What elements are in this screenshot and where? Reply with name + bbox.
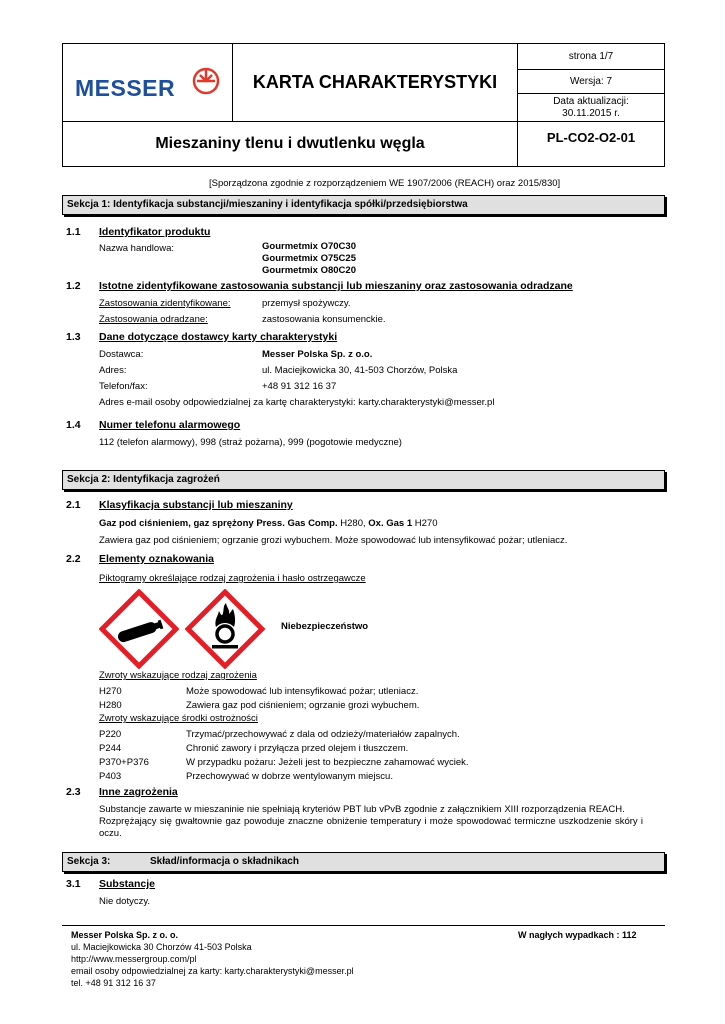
section-1-header: Sekcja 1: Identyfikacja substancji/mieszaniny i identyfikacja spółki/przedsiębiorstwa: [62, 195, 665, 215]
other-hazards-para-1: Substancje zawarte w mieszaninie nie spełniają kryteriów PBT lub vPvB zgodnie z załącznikiem XIII rozporządzenia REACH.: [99, 804, 625, 815]
flame-over-circle-icon: [185, 589, 265, 669]
subsection-title: Klasyfikacja substancji lub mieszaniny: [99, 499, 293, 511]
subsection-number: 1.2: [66, 280, 81, 292]
regulation-note: [Sporządzona zgodnie z rozporządzeniem WE 1907/2006 (REACH) oraz 2015/830]: [209, 178, 561, 189]
uses-advised-label: Zastosowania odradzane:: [99, 314, 208, 325]
phone-value: +48 91 312 16 37: [262, 381, 337, 392]
footer-phone: tel. +48 91 312 16 37: [71, 978, 156, 988]
product-name: Mieszaniny tlenu i dwutlenku węgla: [63, 122, 518, 166]
h-statement-text: Może spowodować lub intensyfikować pożar; utleniacz.: [186, 686, 419, 697]
section-2-header: Sekcja 2: Identyfikacja zagrożeń: [62, 470, 665, 490]
section-3-title: Skład/informacja o składnikach: [150, 856, 299, 867]
subsection-title: Elementy oznakowania: [99, 553, 214, 565]
p-statement-text: Przechowywać w dobrze wentylowanym miejscu.: [186, 771, 393, 782]
subsection-number: 1.4: [66, 419, 81, 431]
subsection-number: 3.1: [66, 878, 81, 890]
p-statements-label: Zwroty wskazujące środki ostrożności: [99, 713, 258, 724]
address-value: ul. Maciejkowicka 30, 41-503 Chorzów, Polska: [262, 365, 458, 376]
subsection-title: Substancje: [99, 878, 156, 890]
update-date: [518, 94, 664, 120]
footer-emergency: W nagłych wypadkach : 112: [518, 930, 637, 940]
address-label: Adres:: [99, 365, 127, 376]
subsection-number: 1.1: [66, 226, 81, 238]
p-statement-code: P403: [99, 771, 122, 782]
supplier-label: Dostawca:: [99, 349, 144, 360]
version: Wersja: 7: [518, 70, 664, 94]
p-statement-text: W przypadku pożaru: Jeżeli jest to bezpieczne zahamować wyciek.: [186, 757, 469, 768]
messer-logo-text: MESSER: [75, 75, 176, 101]
p-statement-code: P220: [99, 729, 122, 740]
class-bold-1: Gaz pod ciśnieniem, gaz sprężony Press. Gas Comp.: [99, 518, 338, 529]
subsection-number: 2.3: [66, 786, 81, 798]
trade-name: Gourmetmix O70C30: [262, 241, 356, 252]
email-line: Adres e-mail osoby odpowiedzialnej za kartę charakterystyki: karty.charakterystyki@messer.pl: [99, 397, 495, 408]
p-statement-text: Trzymać/przechowywać z dala od odzieży/materiałów zapalnych.: [186, 729, 460, 740]
footer-email[interactable]: email osoby odpowiedzialnej za karty: karty.charakterystyki@messer.pl: [71, 966, 354, 976]
footer-company: Messer Polska Sp. z o. o.: [71, 930, 179, 940]
page-number: strona 1/7: [518, 44, 664, 70]
emergency-line: 112 (telefon alarmowy), 998 (straż pożarna), 999 (pogotowie medyczne): [99, 437, 402, 448]
document-title: KARTA CHARAKTERYSTYKI: [233, 44, 518, 122]
section-3-header: [62, 852, 665, 872]
classification-description: Zawiera gaz pod ciśnieniem; ogrzanie grozi wybuchem. Może spowodować lub intensyfikować pożar; utleniacz.: [99, 535, 568, 546]
signal-word: Niebezpieczeństwo: [281, 621, 369, 632]
subsection-number: 2.2: [66, 553, 81, 565]
h-statement-code: H280: [99, 700, 122, 711]
substances-text: Nie dotyczy.: [99, 896, 151, 907]
class-normal-2: H270: [412, 518, 438, 529]
subsection-title: Istotne zidentyfikowane zastosowania substancji lub mieszaniny oraz zastosowania odradzane: [99, 280, 573, 292]
subsection-title: Identyfikator produktu: [99, 226, 211, 238]
other-hazards-text: [99, 804, 643, 840]
class-bold-2: Ox. Gas 1: [368, 518, 413, 529]
other-hazards-para-2: Rozprężający się gwałtownie gaz powoduje znaczne obniżenie temperatury i może spowodować termiczne uszkodzenie skóry i oczu.: [99, 816, 643, 839]
h-statement-text: Zawiera gaz pod ciśnieniem; ogrzanie grozi wybuchem.: [186, 700, 420, 711]
logo-cell: [63, 44, 233, 122]
h-statements-label: Zwroty wskazujące rodzaj zagrożenia: [99, 670, 257, 681]
pictograms-label: Piktogramy określające rodzaj zagrożenia i hasło ostrzegawcze: [99, 573, 366, 584]
subsection-number: 1.3: [66, 331, 81, 343]
update-value: 30.11.2015 r.: [562, 108, 620, 119]
footer-contact: [71, 929, 354, 989]
classification-line: [99, 518, 437, 529]
uses-identified-label: Zastosowania zidentyfikowane:: [99, 298, 231, 309]
subsection-title: Numer telefonu alarmowego: [99, 419, 241, 431]
section-3-number: Sekcja 3:: [67, 856, 111, 867]
p-statement-code: P370+P376: [99, 757, 149, 768]
h-statement-code: H270: [99, 686, 122, 697]
subsection-title: Dane dotyczące dostawcy karty charakterystyki: [99, 331, 338, 343]
gas-cylinder-icon: [99, 589, 179, 669]
product-code: PL-CO2-O2-01: [546, 130, 636, 145]
trade-name-label: Nazwa handlowa:: [99, 243, 174, 254]
messer-logo-icon: [191, 66, 221, 96]
trade-name: Gourmetmix O80C20: [262, 265, 356, 276]
p-statement-code: P244: [99, 743, 122, 754]
supplier-value: Messer Polska Sp. z o.o.: [262, 349, 373, 360]
footer-address: ul. Maciejkowicka 30 Chorzów 41-503 Polska: [71, 942, 252, 952]
uses-advised-value: zastosowania konsumenckie.: [262, 314, 386, 325]
p-statement-text: Chronić zawory i przyłącza przed olejem i tłuszczem.: [186, 743, 409, 754]
subsection-title: Inne zagrożenia: [99, 786, 178, 798]
uses-identified-value: przemysł spożywczy.: [262, 298, 351, 309]
document-info: [518, 44, 664, 122]
update-label: Data aktualizacji:: [553, 96, 629, 107]
class-normal-1: H280,: [337, 518, 369, 529]
document-header: [62, 43, 665, 167]
phone-label: Telefon/fax:: [99, 381, 148, 392]
subsection-number: 2.1: [66, 499, 81, 511]
trade-name: Gourmetmix O75C25: [262, 253, 356, 264]
footer-divider: [62, 925, 665, 926]
footer-website[interactable]: http://www.messergroup.com/pl: [71, 954, 197, 964]
